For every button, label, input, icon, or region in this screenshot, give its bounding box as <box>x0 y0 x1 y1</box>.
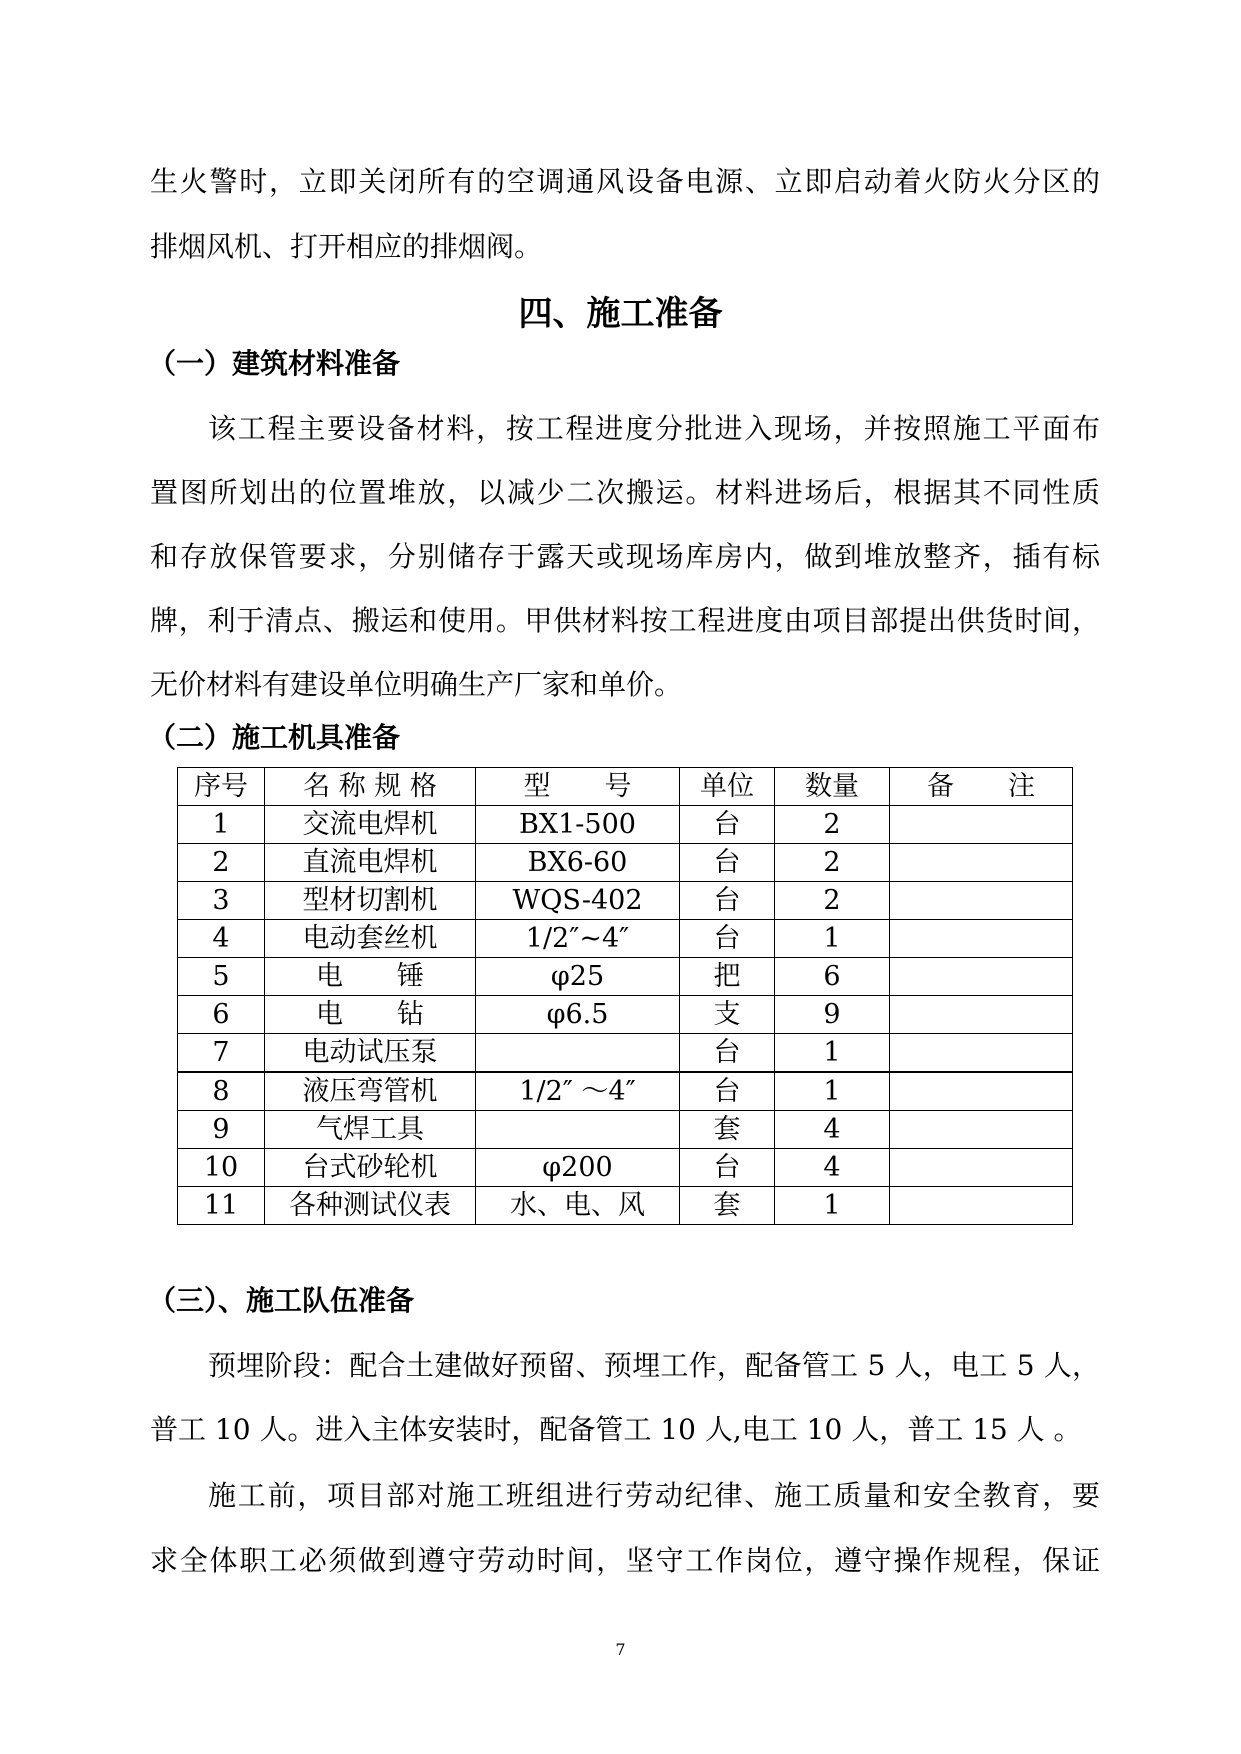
header-cell: 序号 <box>178 768 265 806</box>
table-row <box>178 882 1073 920</box>
team-para1-line-2: 普工 10 人。进入主体安装时，配备管工 10 人,电工 10 人，普工 15 人 。 <box>150 1413 1082 1446</box>
table-row <box>178 996 1073 1034</box>
team-para1-line-1: 预埋阶段：配合土建做好预留、预埋工作，配备管工 5 人，电工 5 人， <box>208 1349 1100 1382</box>
cell-qty: 4 <box>775 1111 890 1149</box>
cell-qty: 2 <box>775 806 890 844</box>
cell-unit: 台 <box>680 844 775 882</box>
cell-name: 电 锤 <box>265 958 476 996</box>
cell-index: 1 <box>178 806 265 844</box>
table-row <box>178 844 1073 882</box>
cell-unit: 把 <box>680 958 775 996</box>
tools-heading: （二）施工机具准备 <box>148 721 401 754</box>
cell-name: 电 钻 <box>265 996 476 1034</box>
table-row <box>178 958 1073 996</box>
cell-name: 台式砂轮机 <box>265 1149 476 1187</box>
cell-note <box>890 996 1073 1034</box>
materials-line-5: 无价材料有建设单位明确生产厂家和单价。 <box>150 668 683 701</box>
cell-name: 型材切割机 <box>265 882 476 920</box>
cell-model: φ25 <box>476 958 680 996</box>
tools-table <box>177 767 1073 1225</box>
cell-qty: 1 <box>775 920 890 958</box>
cell-model: BX1-500 <box>476 806 680 844</box>
cell-unit: 台 <box>680 1149 775 1187</box>
cell-model: φ200 <box>476 1149 680 1187</box>
team-heading: （三）、施工队伍准备 <box>148 1284 415 1317</box>
cell-note <box>890 958 1073 996</box>
cell-unit: 支 <box>680 996 775 1034</box>
cell-note <box>890 1072 1073 1111</box>
table-row <box>178 1034 1073 1073</box>
cell-unit: 套 <box>680 1187 775 1225</box>
table-row <box>178 1111 1073 1149</box>
materials-line-4: 牌，利于清点、搬运和使用。甲供材料按工程进度由项目部提出供货时间， <box>150 604 1100 637</box>
page-number: 7 <box>615 1640 626 1659</box>
cell-unit: 台 <box>680 1072 775 1111</box>
cell-model <box>476 1111 680 1149</box>
cell-note <box>890 1034 1073 1073</box>
cell-unit: 套 <box>680 1111 775 1149</box>
materials-line-2: 置图所划出的位置堆放，以减少二次搬运。材料进场后，根据其不同性质 <box>150 476 1100 509</box>
cell-index: 5 <box>178 958 265 996</box>
cell-index: 8 <box>178 1072 265 1111</box>
table-header-row <box>178 768 1073 806</box>
cell-name: 电动试压泵 <box>265 1034 476 1073</box>
table-row <box>178 920 1073 958</box>
cell-index: 6 <box>178 996 265 1034</box>
cell-name: 电动套丝机 <box>265 920 476 958</box>
cell-unit: 台 <box>680 1034 775 1073</box>
cell-note <box>890 882 1073 920</box>
team-para2-line-1: 施工前，项目部对施工班组进行劳动纪律、施工质量和安全教育，要 <box>208 1479 1100 1512</box>
cell-qty: 1 <box>775 1072 890 1111</box>
cell-index: 3 <box>178 882 265 920</box>
cell-model: WQS-402 <box>476 882 680 920</box>
section-title: 四、施工准备 <box>518 294 723 334</box>
cell-name: 液压弯管机 <box>265 1072 476 1111</box>
table-row <box>178 1072 1073 1111</box>
intro-line-2: 排烟风机、打开相应的排烟阀。 <box>150 230 543 263</box>
cell-qty: 1 <box>775 1187 890 1225</box>
cell-index: 10 <box>178 1149 265 1187</box>
cell-note <box>890 920 1073 958</box>
cell-qty: 2 <box>775 882 890 920</box>
cell-qty: 2 <box>775 844 890 882</box>
cell-index: 11 <box>178 1187 265 1225</box>
cell-qty: 4 <box>775 1149 890 1187</box>
cell-note <box>890 806 1073 844</box>
cell-model <box>476 1034 680 1073</box>
cell-name: 直流电焊机 <box>265 844 476 882</box>
cell-note <box>890 844 1073 882</box>
materials-line-1: 该工程主要设备材料，按工程进度分批进入现场，并按照施工平面布 <box>208 412 1100 445</box>
cell-note <box>890 1149 1073 1187</box>
cell-index: 4 <box>178 920 265 958</box>
header-cell: 单位 <box>680 768 775 806</box>
cell-unit: 台 <box>680 882 775 920</box>
cell-note <box>890 1111 1073 1149</box>
cell-index: 7 <box>178 1034 265 1073</box>
materials-line-3: 和存放保管要求，分别储存于露天或现场库房内，做到堆放整齐，插有标 <box>150 540 1100 573</box>
cell-model: 水、电、风 <box>476 1187 680 1225</box>
cell-qty: 1 <box>775 1034 890 1073</box>
cell-name: 气焊工具 <box>265 1111 476 1149</box>
cell-note <box>890 1187 1073 1225</box>
cell-qty: 9 <box>775 996 890 1034</box>
cell-name: 各种测试仪表 <box>265 1187 476 1225</box>
cell-model: φ6.5 <box>476 996 680 1034</box>
header-cell: 名 称 规 格 <box>265 768 476 806</box>
intro-line-1: 生火警时，立即关闭所有的空调通风设备电源、立即启动着火防火分区的 <box>150 165 1100 198</box>
cell-unit: 台 <box>680 920 775 958</box>
cell-index: 2 <box>178 844 265 882</box>
table-row <box>178 1149 1073 1187</box>
cell-model: 1/2″ ～4″ <box>476 1072 680 1111</box>
cell-index: 9 <box>178 1111 265 1149</box>
table-row <box>178 806 1073 844</box>
header-cell: 型 号 <box>476 768 680 806</box>
team-para2-line-2: 求全体职工必须做到遵守劳动时间，坚守工作岗位，遵守操作规程，保证 <box>150 1544 1100 1577</box>
cell-name: 交流电焊机 <box>265 806 476 844</box>
cell-unit: 台 <box>680 806 775 844</box>
header-cell: 备 注 <box>890 768 1073 806</box>
cell-qty: 6 <box>775 958 890 996</box>
cell-model: 1/2″~4″ <box>476 920 680 958</box>
cell-model: BX6-60 <box>476 844 680 882</box>
materials-heading: （一）建筑材料准备 <box>148 347 401 380</box>
header-cell: 数量 <box>775 768 890 806</box>
table-row <box>178 1187 1073 1225</box>
